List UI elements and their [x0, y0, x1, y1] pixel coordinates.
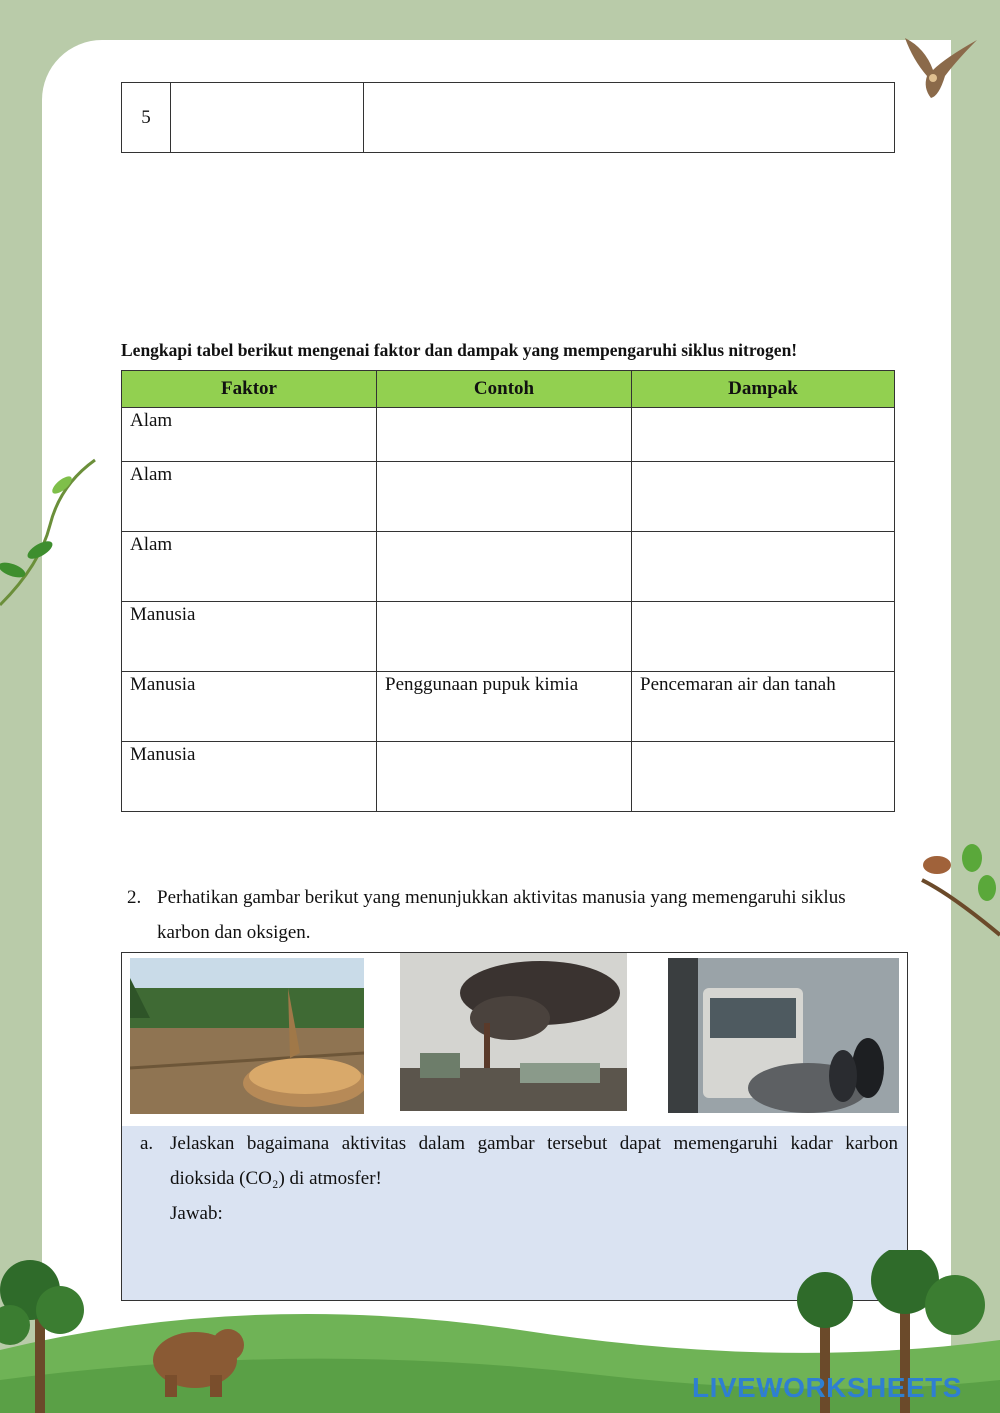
dampak-cell[interactable] [632, 408, 895, 462]
table-row [122, 83, 895, 153]
sub-question-text-line1: Jelaskan bagaimana aktivitas dalam gambar tersebut dapat memengaruhi kadar karbon [170, 1133, 898, 1154]
vehicle-emission-image [668, 958, 899, 1113]
faktor-cell: Alam [122, 408, 377, 462]
squirrel-illustration [912, 840, 1000, 940]
liveworksheets-logo: LIVEWORKSHEETS [692, 1372, 962, 1403]
question-2a [140, 1126, 898, 1231]
contoh-cell[interactable] [377, 532, 632, 602]
deforestation-image [130, 958, 364, 1114]
faktor-cell: Manusia [122, 742, 377, 812]
row-number: 5 [122, 83, 171, 153]
branch-illustration [0, 455, 100, 625]
table-row [122, 408, 895, 462]
dampak-cell[interactable] [632, 532, 895, 602]
bird-illustration [895, 28, 985, 103]
question-2 [127, 880, 897, 950]
faktor-cell: Alam [122, 532, 377, 602]
faktor-cell: Alam [122, 462, 377, 532]
image-panel [121, 952, 908, 1127]
faktor-cell: Manusia [122, 602, 377, 672]
dampak-cell[interactable] [632, 462, 895, 532]
previous-table [121, 82, 895, 153]
nitrogen-factor-table [121, 370, 895, 812]
table-row [122, 532, 895, 602]
dampak-cell: Pencemaran air dan tanah [632, 672, 895, 742]
table-row [122, 742, 895, 812]
question-number: 2. [127, 887, 142, 908]
instruction-heading: Lengkapi tabel berikut mengenai faktor dan dampak yang mempengaruhi siklus nitrogen! [121, 340, 798, 360]
question-text-line2: karbon dan oksigen. [157, 922, 311, 943]
sub-question-label: a. [140, 1133, 154, 1154]
dampak-cell[interactable] [632, 742, 895, 812]
contoh-cell[interactable] [377, 408, 632, 462]
table-header-row [122, 371, 895, 408]
table-row [122, 462, 895, 532]
sub-question-text-line2: dioksida (CO₂) di atmosfer! [170, 1168, 382, 1189]
contoh-cell[interactable] [377, 742, 632, 812]
table-row [122, 672, 895, 742]
dampak-cell[interactable] [632, 602, 895, 672]
contoh-cell: Penggunaan pupuk kimia [377, 672, 632, 742]
question-text-line1: Perhatikan gambar berikut yang menunjukkan aktivitas manusia yang memengaruhi siklus [157, 887, 846, 908]
header-faktor: Faktor [122, 371, 377, 408]
contoh-cell[interactable] [377, 462, 632, 532]
header-dampak: Dampak [632, 371, 895, 408]
answer-cell[interactable] [171, 83, 364, 153]
answer-cell[interactable] [364, 83, 895, 153]
header-contoh: Contoh [377, 371, 632, 408]
table-row [122, 602, 895, 672]
factory-smoke-image [400, 953, 627, 1111]
answer-label: Jawab: [170, 1203, 223, 1224]
contoh-cell[interactable] [377, 602, 632, 672]
faktor-cell: Manusia [122, 672, 377, 742]
